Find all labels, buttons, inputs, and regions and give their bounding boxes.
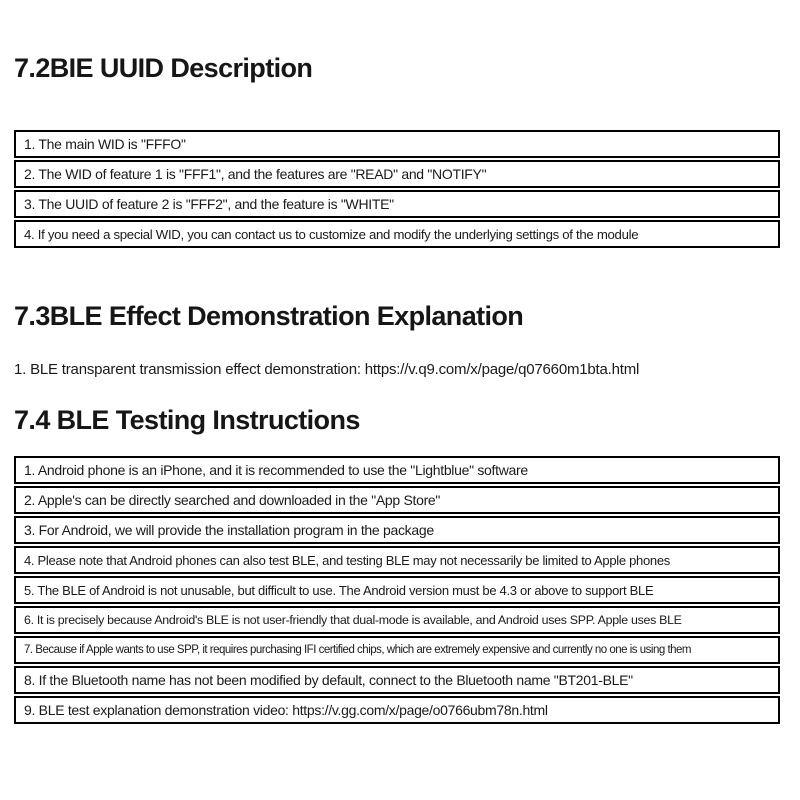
- table-row: 2. The WID of feature 1 is "FFF1", and the features are "READ" and "NOTIFY": [14, 160, 780, 188]
- table-row: 4. Please note that Android phones can also test BLE, and testing BLE may not necessarily be limited to Apple phones: [14, 546, 780, 574]
- table-row: 4. If you need a special WID, you can contact us to customize and modify the underlying settings of the module: [14, 220, 780, 248]
- section-heading-uuid-description: 7.2BIE UUID Description: [14, 53, 313, 83]
- table-row: 1. The main WID is "FFFO": [14, 130, 780, 158]
- effect-demo-url-line: 1. BLE transparent transmission effect demonstration: https://v.q9.com/x/page/q07660m1bta.html: [14, 360, 640, 378]
- uuid-description-table: [14, 130, 780, 248]
- table-row: 5. The BLE of Android is not unusable, but difficult to use. The Android version must be 4.3 or above to support BLE: [14, 576, 780, 604]
- table-row: 2. Apple's can be directly searched and downloaded in the "App Store": [14, 486, 780, 514]
- table-row: 1. Android phone is an iPhone, and it is recommended to use the "Lightblue" software: [14, 456, 780, 484]
- table-row: 8. If the Bluetooth name has not been modified by default, connect to the Bluetooth name "BT201-BLE": [14, 666, 780, 694]
- table-row: 6. It is precisely because Android's BLE is not user-friendly that dual-mode is available, and Android uses SPP. Apple uses BLE: [14, 606, 780, 634]
- table-row: 7. Because if Apple wants to use SPP, it requires purchasing IFI certified chips, which are extremely expensive and currently no one is using them: [14, 636, 780, 664]
- table-row: 9. BLE test explanation demonstration video: https://v.gg.com/x/page/o0766ubm78n.html: [14, 696, 780, 724]
- table-row: 3. The UUID of feature 2 is "FFF2", and the feature is "WHITE": [14, 190, 780, 218]
- table-row: 3. For Android, we will provide the installation program in the package: [14, 516, 780, 544]
- section-heading-effect-demonstration: 7.3BLE Effect Demonstration Explanation: [14, 301, 524, 332]
- ble-testing-table: [14, 456, 780, 724]
- section-heading-testing-instructions: 7.4 BLE Testing Instructions: [14, 404, 360, 435]
